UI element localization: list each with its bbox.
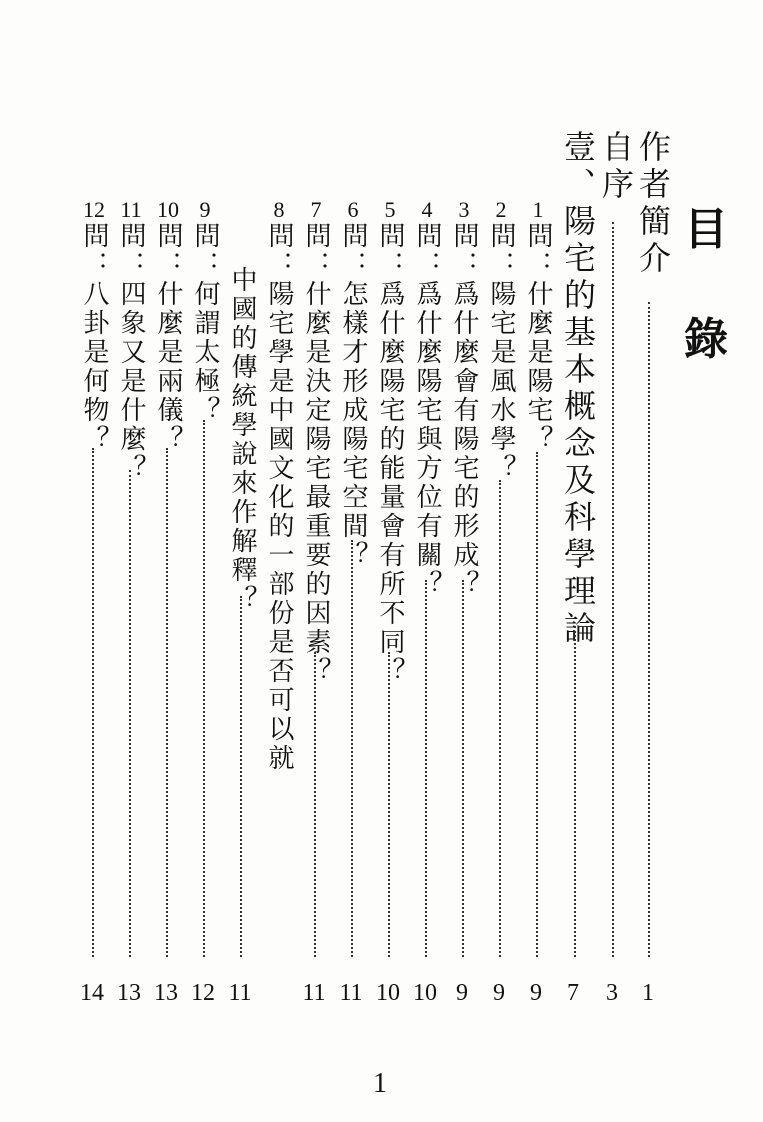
toc-entry-number: 11 <box>120 197 142 222</box>
toc-entry-page: 9 <box>456 980 468 1006</box>
toc-entry-text: 問：何謂太極？ <box>190 222 220 425</box>
toc-entry-q3[interactable] <box>444 198 484 603</box>
toc-entry-page: 13 <box>117 980 141 1006</box>
toc-entry-q2[interactable] <box>481 198 521 487</box>
toc-leader-dots <box>166 448 168 957</box>
toc-entry-page: 10 <box>376 980 400 1006</box>
toc-entry-text: 問：什麼是決定陽宅最重要的因素？ <box>301 222 331 686</box>
toc-entry-text: 問：什麼是陽宅？ <box>523 222 553 454</box>
toc-entry-page: 11 <box>302 980 326 1006</box>
toc-title-char-2: 錄 <box>684 314 728 365</box>
toc-leader-dots <box>388 652 390 957</box>
toc-entry-text: 問：什麼是兩儀？ <box>153 222 183 454</box>
toc-entry-text: 作者簡介 <box>634 130 672 278</box>
toc-entry-number: 7 <box>310 197 322 222</box>
toc-entry-number: 3 <box>458 197 470 222</box>
toc-entry-page: 14 <box>80 980 104 1006</box>
toc-entry-text: 壹、陽宅的基本概念及科學理論 <box>559 130 597 648</box>
toc-entry-text: 問：爲什麼會有陽宅的形成？ <box>449 222 479 599</box>
toc-entry-text: 問：陽宅是風水學？ <box>486 222 516 483</box>
toc-title-char-1: 目 <box>684 204 728 255</box>
toc-entry-q11[interactable] <box>111 198 151 487</box>
toc-leader-dots <box>240 596 242 957</box>
toc-entry-number: 8 <box>273 197 285 222</box>
toc-entry-q6[interactable] <box>333 198 373 574</box>
toc-entry-text: 自序 <box>597 130 635 204</box>
toc-entry-text: 問：八卦是何物？ <box>79 222 109 454</box>
toc-entry-number: 5 <box>384 197 396 222</box>
page-folio-number: 1 <box>373 1068 387 1099</box>
toc-entry-page: 7 <box>567 980 579 1006</box>
toc-entry-q10[interactable] <box>148 198 188 458</box>
toc-entry-page: 1 <box>642 980 654 1006</box>
toc-entry-page: 3 <box>606 980 618 1006</box>
toc-leader-dots <box>612 222 614 957</box>
toc-entry-q12[interactable] <box>74 198 114 458</box>
toc-entry-page: 11 <box>228 980 252 1006</box>
toc-entry-text: 問：爲什麼陽宅的能量會有所不同？ <box>375 222 405 686</box>
toc-leader-dots <box>203 420 205 957</box>
toc-entry-q4[interactable] <box>407 198 447 603</box>
toc-entry-q7[interactable] <box>296 198 336 690</box>
toc-leader-dots <box>314 652 316 957</box>
toc-entry-number: 6 <box>347 197 359 222</box>
toc-entry-text: 問：爲什麼陽宅與方位有關？ <box>412 222 442 599</box>
toc-entry-number: 1 <box>532 197 544 222</box>
toc-entry-chapter-1[interactable] <box>555 130 595 652</box>
toc-leader-dots <box>574 626 576 957</box>
toc-leader-dots <box>499 480 501 957</box>
toc-leader-dots <box>92 448 94 957</box>
toc-leader-dots <box>425 580 427 957</box>
toc-leader-dots <box>351 540 353 957</box>
toc-leader-dots <box>648 302 650 957</box>
toc-entry-page: 9 <box>493 980 505 1006</box>
toc-entry-q9[interactable] <box>185 198 225 429</box>
toc-entry-q8[interactable] <box>259 198 299 777</box>
toc-entry-number: 9 <box>199 197 211 222</box>
toc-entry-q1[interactable] <box>518 198 558 458</box>
toc-entry-page: 10 <box>413 980 437 1006</box>
toc-leader-dots <box>129 470 131 957</box>
toc-entry-q5[interactable] <box>370 198 410 690</box>
toc-entry-page: 11 <box>339 980 363 1006</box>
toc-entry-number: 4 <box>421 197 433 222</box>
toc-leader-dots <box>536 452 538 957</box>
toc-entry-number: 12 <box>83 197 105 222</box>
toc-entry-q8-continued[interactable] <box>222 266 262 618</box>
toc-entry-page: 12 <box>191 980 215 1006</box>
toc-entry-number: 2 <box>495 197 507 222</box>
toc-entry-text: 問：怎樣才形成陽宅空間？ <box>338 222 368 570</box>
toc-entry-number: 10 <box>157 197 179 222</box>
toc-entry-page: 9 <box>530 980 542 1006</box>
toc-entry-text: 中國的傳統學說來作解釋？ <box>227 266 257 614</box>
toc-entry-text: 問：陽宅學是中國文化的一部份是否可以就 <box>264 222 294 773</box>
toc-entry-page: 13 <box>154 980 178 1006</box>
toc-entry-text: 問：四象又是什麼？ <box>116 222 146 483</box>
toc-leader-dots <box>462 580 464 957</box>
